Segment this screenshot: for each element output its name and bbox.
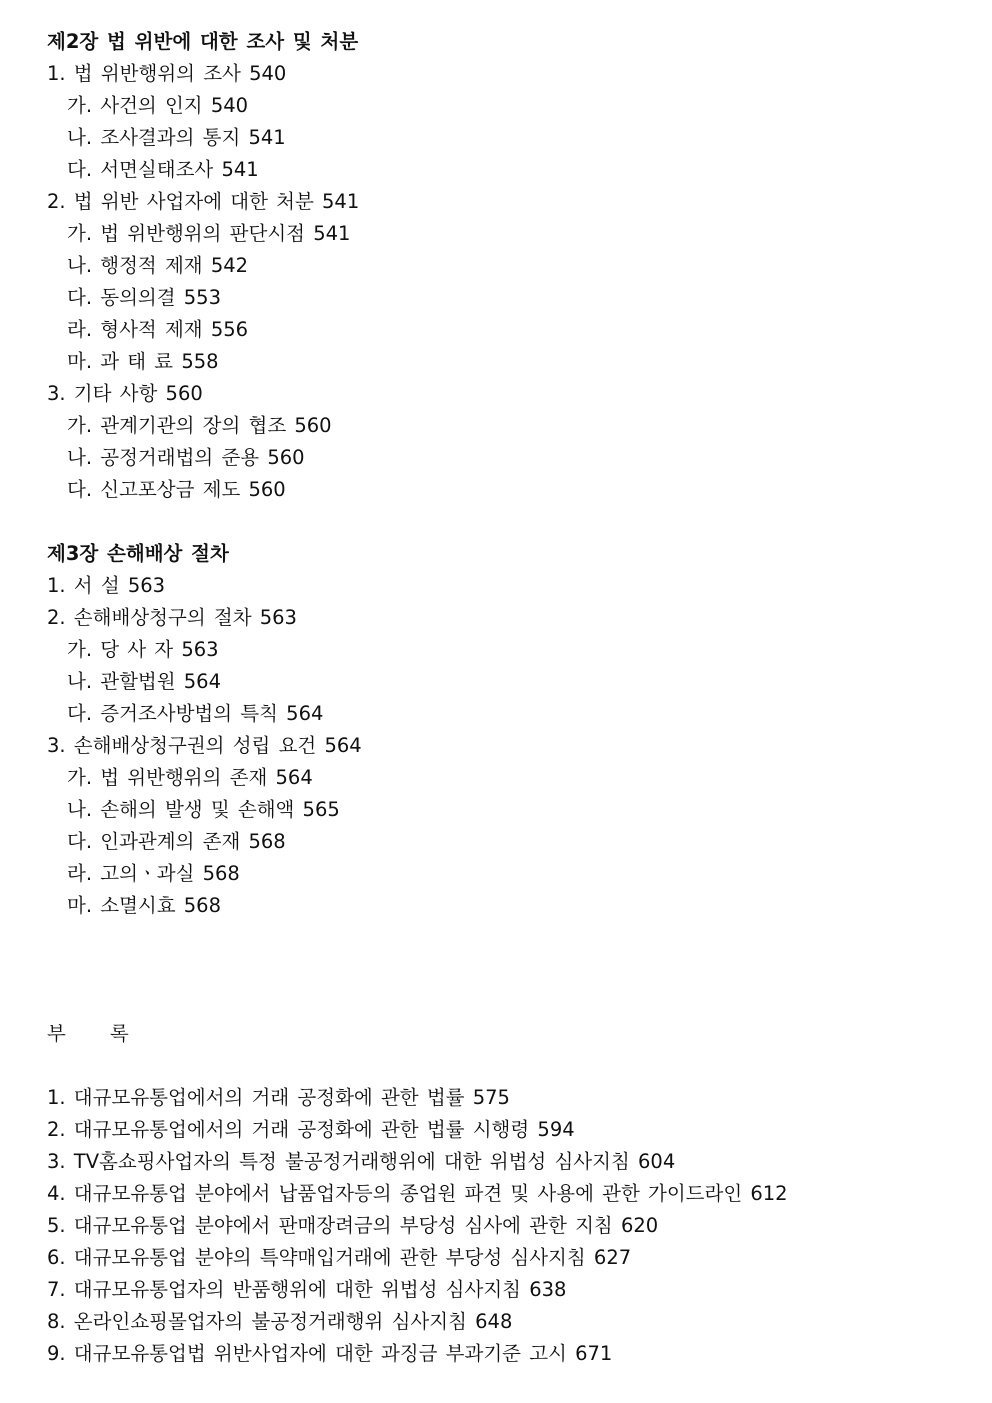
- toc-subsection: 다. 증거조사방법의 특칙 564: [67, 702, 324, 725]
- toc-subsection: 마. 과 태 료 558: [67, 350, 219, 373]
- appendix-item: 4. 대규모유통업 분야에서 납품업자등의 종업원 파견 및 사용에 관한 가이드라인 612: [47, 1182, 788, 1205]
- spacer: [47, 506, 967, 538]
- appendix-item: 8. 온라인쇼핑몰업자의 불공정거래행위 심사지침 648: [47, 1310, 513, 1333]
- toc-subsection: 나. 관할법원 564: [67, 670, 222, 693]
- appendix-item: 1. 대규모유통업에서의 거래 공정화에 관한 법률 575: [47, 1086, 510, 1109]
- table-of-contents: [47, 26, 967, 1370]
- appendix-item: 6. 대규모유통업 분야의 특약매입거래에 관한 부당성 심사지침 627: [47, 1246, 632, 1269]
- toc-subsection: 라. 형사적 제재 556: [67, 318, 249, 341]
- appendix-item: 5. 대규모유통업 분야에서 판매장려금의 부당성 심사에 관한 지침 620: [47, 1214, 659, 1237]
- appendix-title: 부록: [47, 1022, 173, 1045]
- toc-subsection: 마. 소멸시효 568: [67, 894, 222, 917]
- chapter-2-title: 제2장 법 위반에 대한 조사 및 처분: [47, 30, 359, 53]
- appendix-item: 9. 대규모유통업법 위반사업자에 대한 과징금 부과기준 고시 671: [47, 1342, 613, 1365]
- toc-section: 2. 손해배상청구의 절차 563: [47, 606, 297, 629]
- toc-subsection: 나. 조사결과의 통지 541: [67, 126, 286, 149]
- toc-subsection: 가. 관계기관의 장의 협조 560: [67, 414, 332, 437]
- toc-subsection: 가. 법 위반행위의 존재 564: [67, 766, 313, 789]
- toc-section: 1. 법 위반행위의 조사 540: [47, 62, 287, 85]
- toc-subsection: 라. 고의ㆍ과실 568: [67, 862, 240, 885]
- toc-subsection: 나. 행정적 제재 542: [67, 254, 249, 277]
- toc-subsection: 다. 동의의결 553: [67, 286, 222, 309]
- toc-subsection: 가. 당 사 자 563: [67, 638, 219, 661]
- appendix-item: 2. 대규모유통업에서의 거래 공정화에 관한 법률 시행령 594: [47, 1118, 575, 1141]
- appendix-item: 3. TV홈쇼핑사업자의 특정 불공정거래행위에 대한 위법성 심사지침 604: [47, 1150, 676, 1173]
- toc-subsection: 가. 사건의 인지 540: [67, 94, 249, 117]
- toc-subsection: 다. 인과관계의 존재 568: [67, 830, 286, 853]
- toc-section: 3. 손해배상청구권의 성립 요건 564: [47, 734, 362, 757]
- toc-section: 1. 서 설 563: [47, 574, 166, 597]
- toc-subsection: 가. 법 위반행위의 판단시점 541: [67, 222, 351, 245]
- toc-subsection: 다. 신고포상금 제도 560: [67, 478, 286, 501]
- toc-subsection: 나. 공정거래법의 준용 560: [67, 446, 305, 469]
- spacer: [47, 922, 967, 1018]
- chapter-3-title: 제3장 손해배상 절차: [47, 542, 229, 565]
- appendix-item: 7. 대규모유통업자의 반품행위에 대한 위법성 심사지침 638: [47, 1278, 567, 1301]
- toc-subsection: 다. 서면실태조사 541: [67, 158, 259, 181]
- toc-subsection: 나. 손해의 발생 및 손해액 565: [67, 798, 340, 821]
- toc-section: 3. 기타 사항 560: [47, 382, 203, 405]
- toc-section: 2. 법 위반 사업자에 대한 처분 541: [47, 190, 360, 213]
- spacer: [47, 1050, 967, 1082]
